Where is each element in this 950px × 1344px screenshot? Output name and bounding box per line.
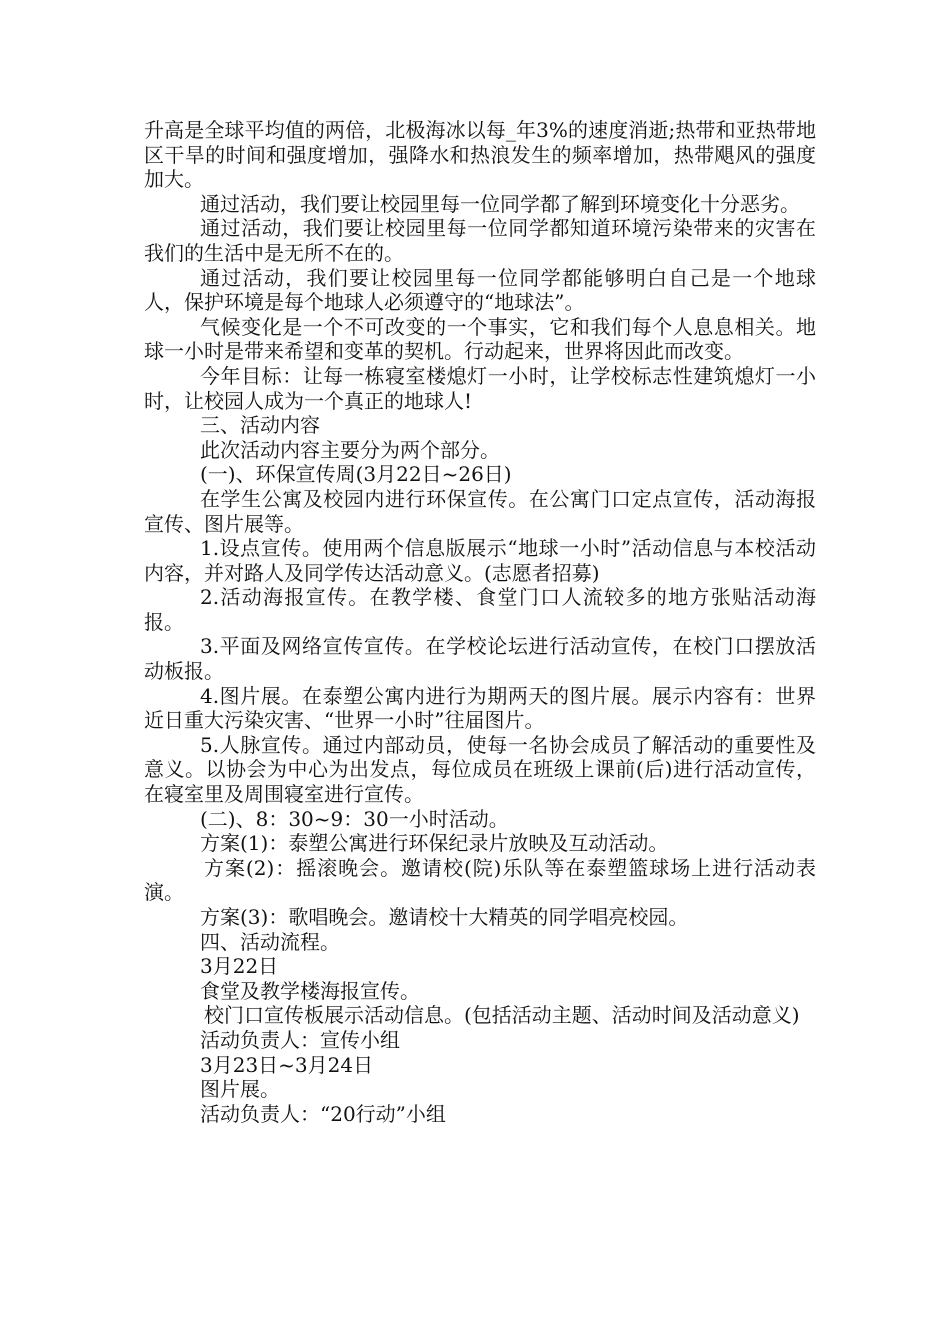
paragraph-climate: 气候变化是一个不可改变的一个事实，它和我们每个人息息相关。地球一小时是带来希望和变革的契机。行动起来，世界将因此而改变。 [144, 314, 816, 364]
section-heading-content: 三、活动内容 [200, 413, 320, 438]
subsection-heading-week: (一)、环保宣传周(3月22日~26日) [200, 462, 512, 487]
list-item-4: 4.图片展。在泰塑公寓内进行为期两天的图片展。展示内容有：世界近日重大污染灾害、“世界一小时”往届图片。 [144, 683, 816, 733]
list-item-2: 2.活动海报宣传。在教学楼、食堂门口人流较多的地方张贴活动海报。 [144, 585, 816, 634]
responsible-line-1: 活动负责人：宣传小组 [200, 1027, 400, 1052]
plan-2: 方案(2)：摇滚晚会。邀请校(院)乐队等在泰塑篮球场上进行活动表演。 [144, 855, 816, 905]
list-item-1: 1.设点宣传。使用两个信息版展示“地球一小时”活动信息与本校活动内容，并对路人及同学传达活动意义。(志愿者招募) [144, 536, 816, 585]
date-line-2: 3月23日~3月24日 [200, 1052, 374, 1077]
date-line-1: 3月22日 [200, 954, 279, 979]
responsible-line-2: 活动负责人：“20行动”小组 [200, 1101, 446, 1126]
paragraph-goal-1: 通过活动，我们要让校园里每一位同学都了解到环境变化十分恶劣。 [200, 191, 800, 216]
paragraph-week-desc: 在学生公寓及校园内进行环保宣传。在公寓门口定点宣传，活动海报宣传、图片展等。 [144, 486, 816, 536]
paragraph-goal-3: 通过活动，我们要让校园里每一位同学都能够明白自己是一个地球人，保护环境是每个地球人必须遵守的“地球法”。 [144, 265, 816, 315]
paragraph-content-intro: 此次活动内容主要分为两个部分。 [200, 437, 500, 462]
subsection-heading-hour: (二)、8：30~9：30一小时活动。 [200, 806, 509, 831]
plan-3: 方案(3)：歌唱晚会。邀请校十大精英的同学唱亮校园。 [200, 905, 689, 929]
paragraph-target: 今年目标：让每一栋寝室楼熄灯一小时，让学校标志性建筑熄灯一小时，让校园人成为一个真正的地球人! [144, 363, 816, 413]
paragraph-continuation: 升高是全球平均值的两倍，北极海冰以每_年3%的速度消逝;热带和亚热带地区干旱的时间和强度增加，强降水和热浪发生的频率增加，热带飓风的强度加大。 [144, 118, 816, 192]
plan-1: 方案(1)：泰塑公寓进行环保纪录片放映及互动活动。 [200, 831, 669, 856]
process-item-3: 图片展。 [200, 1077, 280, 1102]
process-item-1: 食堂及教学楼海报宣传。 [200, 978, 420, 1003]
paragraph-goal-2: 通过活动，我们要让校园里每一位同学都知道环境污染带来的灾害在我们的生活中是无所不在的。 [144, 216, 816, 265]
list-item-3: 3.平面及网络宣传宣传。在学校论坛进行活动宣传，在校门口摆放活动板报。 [144, 634, 816, 684]
process-item-2: 校门口宣传板展示活动信息。(包括活动主题、活动时间及活动意义) [204, 1003, 800, 1028]
document-page [144, 118, 816, 1126]
section-heading-process: 四、活动流程。 [200, 929, 340, 954]
list-item-5: 5.人脉宣传。通过内部动员，使每一名协会成员了解活动的重要性及意义。以协会为中心为出发点，每位成员在班级上课前(后)进行活动宣传，在寝室里及周围寝室进行宣传。 [144, 732, 816, 807]
